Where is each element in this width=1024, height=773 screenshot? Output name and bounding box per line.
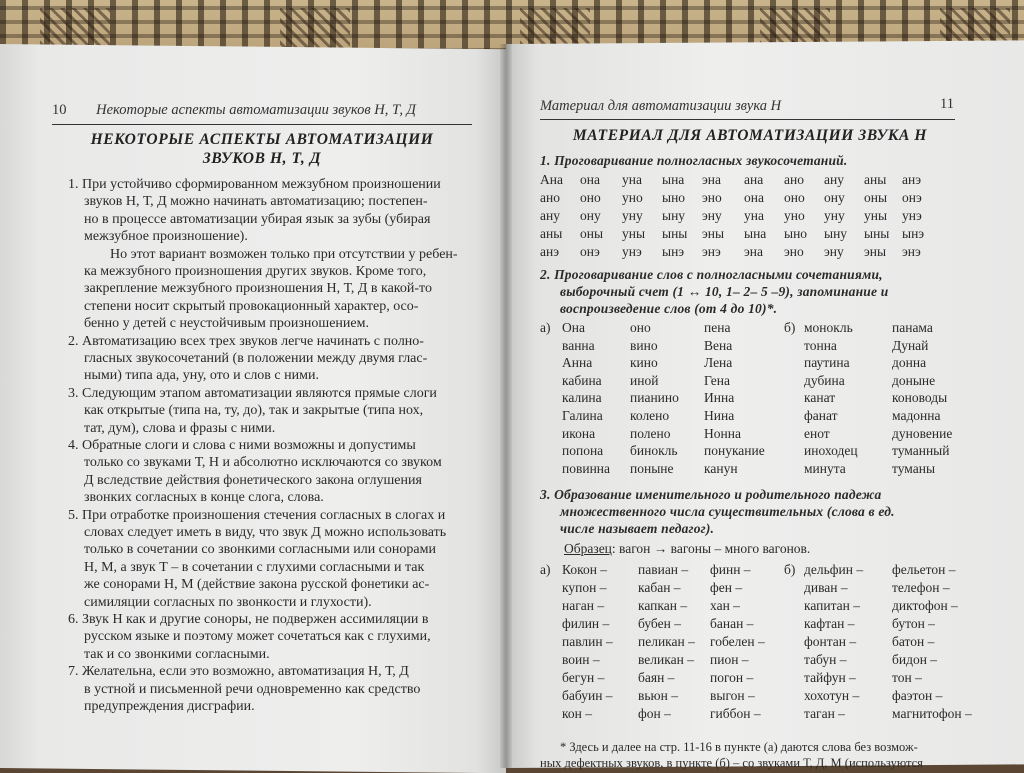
word-b: тонна xyxy=(804,337,837,353)
syllable-cell: аны xyxy=(540,226,563,241)
left-paragraph-line: бенно у детей с неустойчивым произношением. xyxy=(84,316,369,332)
word-a: оно xyxy=(630,320,651,335)
left-paragraph-line: закрепление межзубного произношения Н, Т, Д в какой-то xyxy=(84,281,432,297)
section3-heading xyxy=(540,486,895,537)
syllable-cell: ано xyxy=(540,190,560,205)
word-a: икона xyxy=(562,425,596,441)
syllable-cell: ыны xyxy=(864,226,890,241)
word-b: паутина xyxy=(804,355,850,371)
syllable-cell: аны xyxy=(864,172,887,187)
left-running-head-text: Некоторые аспекты автоматизации звуков Н, Т, Д xyxy=(96,102,416,118)
word-b: коноводы xyxy=(892,390,948,406)
word-a: попона xyxy=(562,443,604,459)
left-paragraph-line: русском языке и поэтому может сочетаться как с глухими, xyxy=(84,629,431,645)
noun-a: купон – xyxy=(562,580,607,595)
left-title-line: ЗВУКОВ Н, Т, Д xyxy=(202,150,322,167)
noun-a: бабуин – xyxy=(562,688,613,703)
word-b: панама xyxy=(892,320,933,335)
left-paragraph-line: ными) типа ада, уну, ото и слов с ними. xyxy=(84,368,319,384)
noun-b: магнитофон – xyxy=(892,706,972,721)
word-a: Нина xyxy=(704,408,735,423)
noun-a: выгон – xyxy=(710,688,755,703)
word-a: вино xyxy=(630,337,658,353)
left-paragraph-line: 3. Следующим этапом автоматизации являются прямые слоги xyxy=(68,385,437,401)
word-b: канат xyxy=(804,390,836,406)
noun-a: воин – xyxy=(562,652,600,667)
list-label-b: б) xyxy=(784,562,796,577)
left-paragraph-line: звонких согласных в конце слога, слова. xyxy=(84,490,324,506)
left-paragraph-line: Д вследствие действия фонетического закона оглушения xyxy=(84,472,422,488)
word-a: Вена xyxy=(704,337,733,353)
left-paragraph-line: 2. Автоматизацию всех трех звуков легче начинать с полно- xyxy=(68,333,424,349)
left-paragraph-line: 7. Желательна, если это возможно, автоматизация Н, Т, Д xyxy=(68,664,409,680)
section2-heading-line: выборочный счет (1 ↔ 10, 1– 2– 5 –9), запоминание и xyxy=(560,284,889,299)
word-b: туманы xyxy=(892,460,936,476)
word-a: кабина xyxy=(562,372,602,388)
noun-b: таган – xyxy=(804,706,845,721)
syllable-cell: эно xyxy=(784,244,804,259)
syllable-cell: ону xyxy=(580,208,601,223)
syllable-cell: ынэ xyxy=(662,244,685,259)
left-running-head xyxy=(52,102,416,119)
syllable-cell: анэ xyxy=(902,172,922,187)
left-paragraph-line: 4. Обратные слоги и слова с ними возможны и допустимы xyxy=(68,438,416,453)
syllable-cell: энэ xyxy=(702,244,721,259)
word-a: ванна xyxy=(562,337,595,353)
syllable-cell: уна xyxy=(622,172,642,187)
left-header-rule xyxy=(52,124,472,125)
word-b: монокль xyxy=(804,320,853,335)
syllable-cell: ынэ xyxy=(902,226,925,241)
syllable-cell: уно xyxy=(622,190,643,205)
left-paragraph-line: 5. При отработке произношения стечения согласных в слогах и xyxy=(68,507,446,523)
noun-a: хан – xyxy=(710,598,740,613)
section2-heading-line: 2. Проговаривание слов с полногласными сочетаниями, xyxy=(540,267,883,282)
example-text: : вагон → вагоны – много вагонов. xyxy=(611,541,811,556)
left-page-title xyxy=(52,130,472,168)
syllable-cell: онэ xyxy=(580,244,600,259)
word-b: Дунай xyxy=(892,337,929,353)
syllable-cell: ыны xyxy=(662,226,688,241)
noun-b: бидон – xyxy=(892,652,938,667)
right-page-title xyxy=(540,126,960,145)
example-label: Образец xyxy=(564,541,612,556)
syllable-cell: эны xyxy=(864,244,887,259)
syllable-cell: эна xyxy=(702,172,722,187)
noun-a: гобелен – xyxy=(710,634,765,649)
word-a: иной xyxy=(630,372,659,388)
right-page-number: 11 xyxy=(940,96,954,112)
noun-a: пион – xyxy=(710,652,749,667)
noun-a: баян – xyxy=(638,670,675,685)
noun-b: батон – xyxy=(892,634,935,649)
word-a: понукание xyxy=(704,443,765,459)
noun-a: фон – xyxy=(638,706,671,721)
word-a: поныне xyxy=(630,460,674,476)
noun-a: погон – xyxy=(710,670,754,685)
word-a: Гена xyxy=(704,372,730,388)
words-grid xyxy=(540,320,970,480)
word-b: доныне xyxy=(892,372,936,388)
left-paragraph-line: 6. Звук Н как и другие соноры, не подвержен ассимиляции в xyxy=(68,612,429,627)
syllable-cell: ына xyxy=(744,226,767,241)
noun-b: телефон – xyxy=(892,580,950,595)
right-running-head-text: Материал для автоматизации звука Н xyxy=(540,98,782,114)
noun-a: бегун – xyxy=(562,670,605,685)
word-b: донна xyxy=(892,355,927,371)
word-a: канун xyxy=(704,460,738,476)
left-title-line: НЕКОТОРЫЕ АСПЕКТЫ АВТОМАТИЗАЦИИ xyxy=(90,131,434,148)
left-paragraph-line: только в сочетании со звонкими согласными или сонорами xyxy=(84,542,436,558)
noun-a: гиббон – xyxy=(710,706,761,721)
left-paragraph-line: только со звуками Т, Н и абсолютно исключаются со звуком xyxy=(84,455,442,471)
left-paragraph-line: в устной и письменной речи одновременно как средство xyxy=(84,681,421,697)
left-paragraph-line: Н, М, а звук Т – в сочетании с глухими согласными и так xyxy=(84,559,425,575)
left-paragraph-line: 1. При устойчиво сформированном межзубном произношении xyxy=(68,177,441,192)
left-paragraph-line: межзубное произношение). xyxy=(84,229,248,245)
list-label-b: б) xyxy=(784,320,796,335)
syllable-cell: эну xyxy=(824,244,844,259)
word-a: Инна xyxy=(704,390,735,406)
syllable-cell: уно xyxy=(784,208,805,223)
syllable-cell: она xyxy=(744,190,764,205)
noun-b: хохотун – xyxy=(804,688,860,703)
word-a: Анна xyxy=(562,355,593,371)
syllable-cell: анэ xyxy=(540,244,560,259)
syllable-cell: оно xyxy=(784,190,805,205)
noun-a: бубен – xyxy=(638,616,681,631)
syllable-cell: унэ xyxy=(622,244,642,259)
word-b: туманный xyxy=(892,443,950,459)
syllable-cell: ына xyxy=(662,172,685,187)
left-paragraph-line: как открытые (типа на, ту, до), так и закрытые (типа нох, xyxy=(84,403,424,419)
word-a: Галина xyxy=(562,408,603,423)
word-a: повинна xyxy=(562,460,611,476)
noun-a: банан – xyxy=(710,616,754,631)
syllable-cell: эны xyxy=(702,226,725,241)
example-line xyxy=(564,541,810,557)
word-b: минута xyxy=(804,460,846,476)
syllable-cell: ыну xyxy=(662,208,686,223)
syllable-cell: эну xyxy=(702,208,722,223)
left-paragraph-line: гласных звукосочетаний (в положении между двумя глас- xyxy=(84,351,428,366)
left-paragraph-line: симиляции согласных по звонкости и глухости). xyxy=(84,594,372,610)
left-paragraph-line: степени носит скрытый провокационный характер, осо- xyxy=(84,298,419,314)
syllable-cell: унэ xyxy=(902,208,922,223)
noun-a: филин – xyxy=(562,616,610,631)
noun-b: диван – xyxy=(804,580,848,595)
syllable-cell: уну xyxy=(824,208,845,223)
syllable-cell: уны xyxy=(622,226,646,241)
word-a: пена xyxy=(704,320,731,335)
syllable-cell: ану xyxy=(824,172,844,187)
syllable-cell: ыну xyxy=(824,226,848,241)
noun-b: кафтан – xyxy=(804,616,855,631)
left-paragraph-line: же сонорами Н, М (действие закона русской фонетики ас- xyxy=(84,577,430,593)
syllable-cell: она xyxy=(580,172,600,187)
word-b: фанат xyxy=(804,408,838,423)
noun-a: великан – xyxy=(638,652,694,667)
syllable-cell: эна xyxy=(744,244,764,259)
syllable-cell: онэ xyxy=(902,190,922,205)
noun-b: тайфун – xyxy=(804,670,856,685)
noun-b: дельфин – xyxy=(804,562,864,577)
syllable-cell: оны xyxy=(580,226,604,241)
section1-heading: 1. Проговаривание полногласных звукосочетаний. xyxy=(540,153,848,168)
left-paragraph-line: Но этот вариант возможен только при отсутствии у ребен- xyxy=(110,246,458,262)
word-a: кино xyxy=(630,355,658,371)
footnote-line: * Здесь и далее на стр. 11-16 в пункте (а) даются слова без возмож- xyxy=(560,740,918,754)
noun-a: кабан – xyxy=(638,580,681,595)
noun-b: фаэтон – xyxy=(892,688,943,703)
word-b: дуновение xyxy=(892,425,953,441)
word-a: полено xyxy=(630,425,671,441)
noun-a: фен – xyxy=(710,580,743,595)
word-b: мадонна xyxy=(892,408,941,423)
syllable-cell: эно xyxy=(702,190,722,205)
noun-a: финн – xyxy=(710,562,751,577)
syllable-cell: оны xyxy=(864,190,888,205)
word-a: Лена xyxy=(704,355,733,371)
noun-b: фонтан – xyxy=(804,634,857,649)
syllable-cell: Ана xyxy=(540,172,563,187)
noun-a: павиан – xyxy=(638,562,689,577)
noun-a: павлин – xyxy=(562,634,613,649)
nouns-grid xyxy=(540,560,1000,730)
syllable-cell: ыно xyxy=(662,190,686,205)
word-a: бинокль xyxy=(630,443,678,459)
section3-heading-line: множественного числа существительных (слова в ед. xyxy=(560,504,895,519)
word-a: колено xyxy=(630,408,670,423)
syllable-cell: уны xyxy=(864,208,888,223)
section2-heading xyxy=(540,266,889,317)
footnote-line: ных дефектных звуков, в пункте (б) – со звуками Т, Д, М (используются xyxy=(540,756,923,770)
noun-b: табун – xyxy=(804,652,847,667)
syllable-cell: ыно xyxy=(784,226,808,241)
word-b: иноходец xyxy=(804,443,858,459)
right-title-line: МАТЕРИАЛ ДЛЯ АВТОМАТИЗАЦИИ ЗВУКА Н xyxy=(572,127,928,144)
syllable-cell: ану xyxy=(540,208,560,223)
left-paragraph-line: но в процессе автоматизации убирая язык за зубы (убирая xyxy=(84,211,431,227)
word-a: Нонна xyxy=(704,425,741,441)
word-b: дубина xyxy=(804,372,845,388)
syllable-cell: ана xyxy=(744,172,764,187)
noun-a: капкан – xyxy=(638,598,688,613)
left-paragraph-line: звуков Н, Т, Д можно начинать автоматизацию; постепен- xyxy=(84,194,428,210)
right-page-number-wrap xyxy=(940,96,954,113)
list-label-a: а) xyxy=(540,562,551,577)
noun-a: вьюн – xyxy=(638,688,678,703)
noun-b: диктофон – xyxy=(892,598,958,613)
left-paragraph-line: предупреждения дисграфии. xyxy=(84,699,255,714)
syllable-cell: оно xyxy=(580,190,601,205)
book-gutter xyxy=(500,44,512,768)
syllable-cell: ано xyxy=(784,172,804,187)
left-paragraph-line: словах следует иметь в виду, что звук Д можно использовать xyxy=(84,525,447,540)
noun-a: пеликан – xyxy=(638,634,695,649)
syllable-cell: энэ xyxy=(902,244,921,259)
word-b: енот xyxy=(804,425,830,441)
left-paragraph-line: ка межзубного произношения других звуков. Кроме того, xyxy=(84,264,427,279)
syllable-cell: уна xyxy=(744,208,764,223)
section3-heading-line: 3. Образование именительного и родительного падежа xyxy=(540,487,882,502)
noun-b: тон – xyxy=(892,670,922,685)
syllable-cell: уну xyxy=(622,208,643,223)
noun-a: наган – xyxy=(562,598,605,613)
word-a: Она xyxy=(562,320,585,335)
section2-heading-line: воспроизведение слов (от 4 до 10)*. xyxy=(560,301,778,316)
right-running-head xyxy=(540,98,781,115)
left-paragraph-line: так и со звонкими согласными. xyxy=(84,646,270,662)
noun-a: Кокон – xyxy=(562,562,608,577)
list-label-a: а) xyxy=(540,320,551,335)
left-page-number: 10 xyxy=(52,102,67,118)
word-a: пианино xyxy=(630,390,679,406)
word-a: калина xyxy=(562,390,602,406)
left-paragraph-line: тат, дум), слова и фразы с ними. xyxy=(84,420,276,436)
section3-heading-line: числе называет педагог). xyxy=(560,521,715,536)
noun-b: фельетон – xyxy=(892,562,956,577)
right-header-rule xyxy=(540,119,955,120)
syllable-cell: ону xyxy=(824,190,845,205)
noun-a: кон – xyxy=(562,706,592,721)
noun-b: бутон – xyxy=(892,616,935,631)
syllable-grid xyxy=(540,172,960,262)
noun-b: капитан – xyxy=(804,598,861,613)
